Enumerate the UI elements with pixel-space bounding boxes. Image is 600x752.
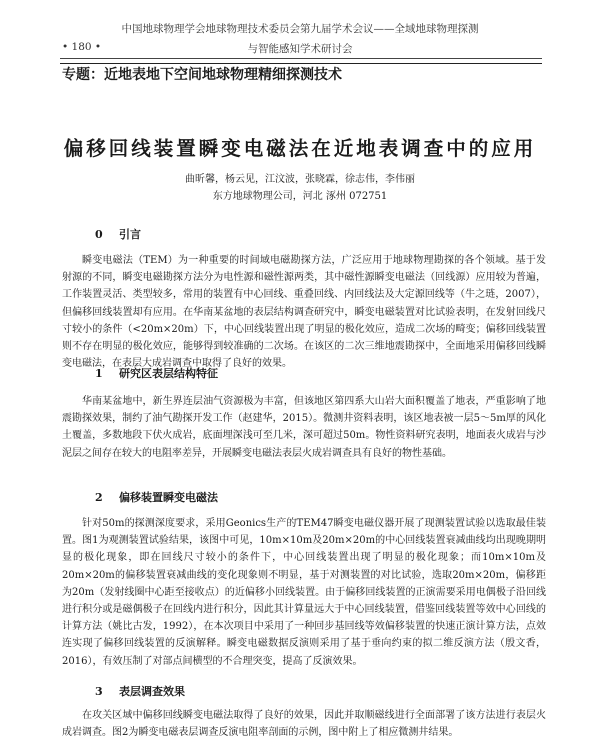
section-title: 表层调查效果 bbox=[119, 685, 185, 698]
running-header-line2: 与智能感知学术研讨会 bbox=[247, 43, 353, 55]
section-title: 研究区表层结构特征 bbox=[119, 367, 218, 380]
section-heading-offset-loop-tem bbox=[95, 489, 218, 505]
section-number: 0 bbox=[95, 228, 103, 241]
section-heading-survey-results bbox=[95, 683, 185, 699]
paragraph-introduction: 瞬变电磁法（TEM）为一种重要的时间域电磁勘探方法，广泛应用于地球物理勘探的各个领域。基于发射源的不同，瞬变电磁勘探方法分为电性源和磁性源两类，其中磁性源瞬变电磁法（回线源）应用较为普遍，工作装置灵活、类型较多，常用的装置有中心回线、重叠回线、内回线法及大定源回线等（牛之琏，2007），但偏移回线装置却有应用。在华南某盆地的表层结构调查研究中，瞬变电磁装置对比试验表明，在发射回线尺寸较小的条件（<20m×20m）下，中心回线装置出现了明显的极化效应，造成二次场的畸变；偏移回线装置则不存在明显的极化效应，能够得到较准确的二次场。在该区的二次三维地震勘探中，全面地采用偏移回线瞬变电磁法，在表层大成岩调查中取得了良好的效果。 bbox=[62, 255, 546, 370]
section-number: 1 bbox=[95, 367, 103, 380]
author-list: 曲昕馨，杨云见，江汶波，张晓霖，徐志伟，李伟丽 bbox=[185, 174, 415, 185]
section-title: 偏移装置瞬变电磁法 bbox=[119, 491, 218, 504]
paragraph-offset-loop-tem: 针对50m的探测深度要求，采用Geonics生产的TEM47瞬变电磁仪器开展了现测装置试验以选取最佳装置。图1为观测装置试验结果，该图中可见，10m×10m及20m×20m的中心回线装置衰减曲线均出现晚期明显的极化现象，即在回线尺寸较小的条件下，中心回线装置出现了明显的极化现象；而10m×10m及20m×20m的偏移装置衰减曲线的变化现象则不明显，基于对测装置的对比试验，选取20m×20m，偏移距为20m（发射线圈中心距至接收点）的近偏移小回线装置。由于偏移回线装置的正演需要采用电偶极子沿回线进行积分或是磁偶极子在回线内进行积分，因此其计算量远大于中心回线装置，借鉴回线装置等效中心回线的计算方法（姚比古发，1992），在本次项目中采用了一种回步基回线等效偏移装置的快速正演计算方法，点效连实现了偏移回线装置的反演解释。瞬变电磁数据反演则采用了基于垂向约束的拟二维反演方法（殷文香，2016），有效压制了对部点间横型的不合理突变，提高了反演效果。 bbox=[62, 518, 546, 667]
paper-title: 偏移回线装置瞬变电磁法在近地表调查中的应用 bbox=[63, 137, 537, 160]
affiliation: 东方地球物理公司，河北 涿州 072751 bbox=[212, 191, 388, 202]
section-number: 2 bbox=[95, 491, 103, 504]
page-number: • 180 • bbox=[62, 41, 102, 53]
section-heading-introduction bbox=[95, 226, 141, 242]
paragraph-study-area: 华南某盆地中，新生界连层油气资源极为丰富，但该地区第四系大山岩大面积覆盖了地表，严重影响了地震勘探效果，制约了油气勘探开发工作（赵建华，2015）。微测井资料表明，该区地表被一层5～5m厚的风化土覆盖，多数地段下伏火成岩，底面埋深浅可至几米，深可超过50m。物性资料研究表明，地面表火成岩与沙泥层之间存在较大的电阻率差异，开展瞬变电磁法表层火成岩调查具有良好的物性基础。 bbox=[62, 396, 546, 459]
header-rule-thin bbox=[60, 58, 542, 59]
running-header-line1: 中国地球物理学会地球物理技术委员会第九届学术会议——全域地球物理探测 bbox=[121, 23, 479, 35]
section-number: 3 bbox=[95, 685, 103, 698]
special-topic-heading: 专题：近地表地下空间地球物理精细探测技术 bbox=[62, 67, 342, 83]
section-title: 引言 bbox=[119, 228, 141, 241]
paragraph-survey-results: 在攻关区域中偏移回线瞬变电磁法取得了良好的效果，因此并取顺磁线进行全面部署了该方法进行表层火成岩调查。图2为瞬变电磁表层调查反演电阻率剖面的示例，图中附上了相应微测井结果。 bbox=[62, 710, 546, 739]
section-heading-study-area bbox=[95, 365, 218, 381]
